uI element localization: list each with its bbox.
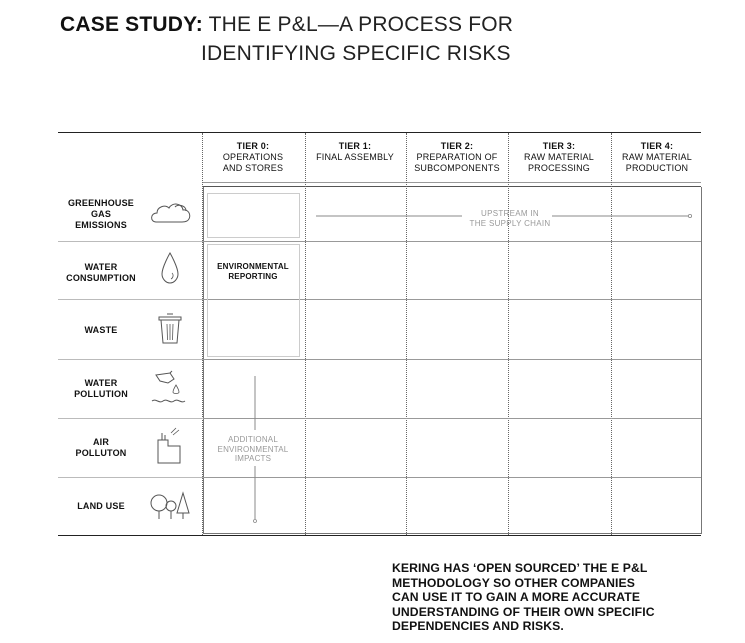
tier-name: TIER 2: bbox=[440, 141, 474, 151]
header-rule-inner bbox=[203, 182, 701, 183]
water-pollution-icon bbox=[150, 369, 188, 407]
upstream-label bbox=[455, 209, 565, 229]
tier-header-3 bbox=[509, 141, 609, 174]
tier-name: TIER 3: bbox=[542, 141, 576, 151]
row-rule-left bbox=[58, 299, 203, 300]
table-top-rule bbox=[58, 132, 701, 133]
row-rule bbox=[203, 418, 701, 419]
callout-line: METHODOLOGY SO OTHER COMPANIES bbox=[392, 575, 635, 590]
row-label-water-consumption bbox=[60, 262, 142, 284]
row-label-line: CONSUMPTION bbox=[66, 273, 136, 283]
title-line-1: THE E P&L—A PROCESS FOR bbox=[208, 13, 514, 36]
cloud-icon bbox=[148, 198, 194, 226]
tier-description: AND STORES bbox=[222, 163, 284, 173]
additional-impacts-label bbox=[207, 435, 299, 464]
row-label-line: WASTE bbox=[84, 325, 118, 335]
tier-header-0 bbox=[203, 141, 303, 174]
table-bottom-rule bbox=[58, 535, 701, 536]
row-rule-left bbox=[58, 418, 203, 419]
column-separator-0 bbox=[202, 133, 203, 535]
label-line: ENVIRONMENTAL bbox=[217, 262, 289, 271]
tier-name: TIER 0: bbox=[236, 141, 270, 151]
callout-line: DEPENDENCIES AND RISKS. bbox=[392, 619, 564, 634]
row-label-waste bbox=[60, 325, 142, 336]
column-separator-2 bbox=[406, 133, 407, 535]
tier-description: PRODUCTION bbox=[625, 163, 689, 173]
tier-header-2 bbox=[407, 141, 507, 174]
tier-header-1 bbox=[305, 141, 405, 163]
tier-description: SUBCOMPONENTS bbox=[414, 163, 500, 173]
trees-icon bbox=[149, 489, 191, 523]
row-rule bbox=[203, 477, 701, 478]
row-label-line: POLLUTION bbox=[74, 389, 128, 399]
row-label-air-pollution bbox=[60, 437, 142, 459]
row-rule-left bbox=[58, 477, 203, 478]
row-label-land-use bbox=[60, 501, 142, 512]
environmental-reporting-box bbox=[207, 244, 300, 357]
title-line-2: IDENTIFYING SPECIFIC RISKS bbox=[201, 42, 511, 65]
label-line: IMPACTS bbox=[234, 454, 272, 463]
tier-name: TIER 1: bbox=[338, 141, 372, 151]
tier-description: PREPARATION OF bbox=[416, 152, 498, 162]
label-line: REPORTING bbox=[228, 271, 278, 281]
tier-name: TIER 4: bbox=[640, 141, 674, 151]
environmental-reporting-label bbox=[207, 262, 299, 281]
row-label-line: EMISSIONS bbox=[75, 220, 127, 230]
callout-line: CAN USE IT TO GAIN A MORE ACCURATE bbox=[392, 590, 641, 605]
row-label-line: WATER bbox=[84, 262, 118, 272]
row-rule-left bbox=[58, 241, 203, 242]
callout-text bbox=[392, 561, 692, 634]
row-label-water-pollution bbox=[60, 378, 142, 400]
callout-line: UNDERSTANDING OF THEIR OWN SPECIFIC bbox=[392, 604, 655, 619]
row-rule bbox=[203, 241, 701, 242]
callout-line: KERING HAS ‘OPEN SOURCED’ THE E P&L bbox=[392, 561, 648, 575]
page-title bbox=[60, 10, 513, 39]
column-separator-4 bbox=[611, 133, 612, 535]
label-line: ADDITIONAL bbox=[227, 435, 278, 444]
row-label-line: GAS bbox=[90, 209, 112, 219]
tier-description: FINAL ASSEMBLY bbox=[316, 152, 394, 162]
air-pollution-icon bbox=[155, 425, 185, 465]
row-label-line: LAND USE bbox=[77, 501, 125, 511]
label-line: UPSTREAM IN bbox=[481, 209, 539, 218]
row-label-line: POLLUTON bbox=[75, 448, 127, 458]
tier0-ghg-box bbox=[207, 193, 300, 238]
row-label-line: GREENHOUSE bbox=[67, 198, 134, 208]
water-drop-icon bbox=[159, 251, 181, 285]
tier-description: OPERATIONS bbox=[222, 152, 284, 162]
title-prefix: CASE STUDY: bbox=[60, 13, 203, 36]
column-separator-3 bbox=[508, 133, 509, 535]
tier-description: RAW MATERIAL bbox=[622, 152, 692, 162]
row-rule bbox=[203, 359, 701, 360]
tier-header-4 bbox=[607, 141, 707, 174]
label-line: ENVIRONMENTAL bbox=[217, 444, 289, 454]
row-rule-left bbox=[58, 359, 203, 360]
row-label-greenhouse-gas bbox=[60, 198, 142, 231]
label-line: THE SUPPLY CHAIN bbox=[469, 219, 551, 228]
waste-bin-icon bbox=[157, 313, 183, 345]
row-label-line: WATER bbox=[84, 378, 118, 388]
tier-description: RAW MATERIAL bbox=[524, 152, 594, 162]
column-separator-1 bbox=[305, 133, 306, 535]
row-label-line: AIR bbox=[92, 437, 110, 447]
tier-description: PROCESSING bbox=[527, 163, 590, 173]
tier-grid-frame bbox=[203, 187, 702, 534]
